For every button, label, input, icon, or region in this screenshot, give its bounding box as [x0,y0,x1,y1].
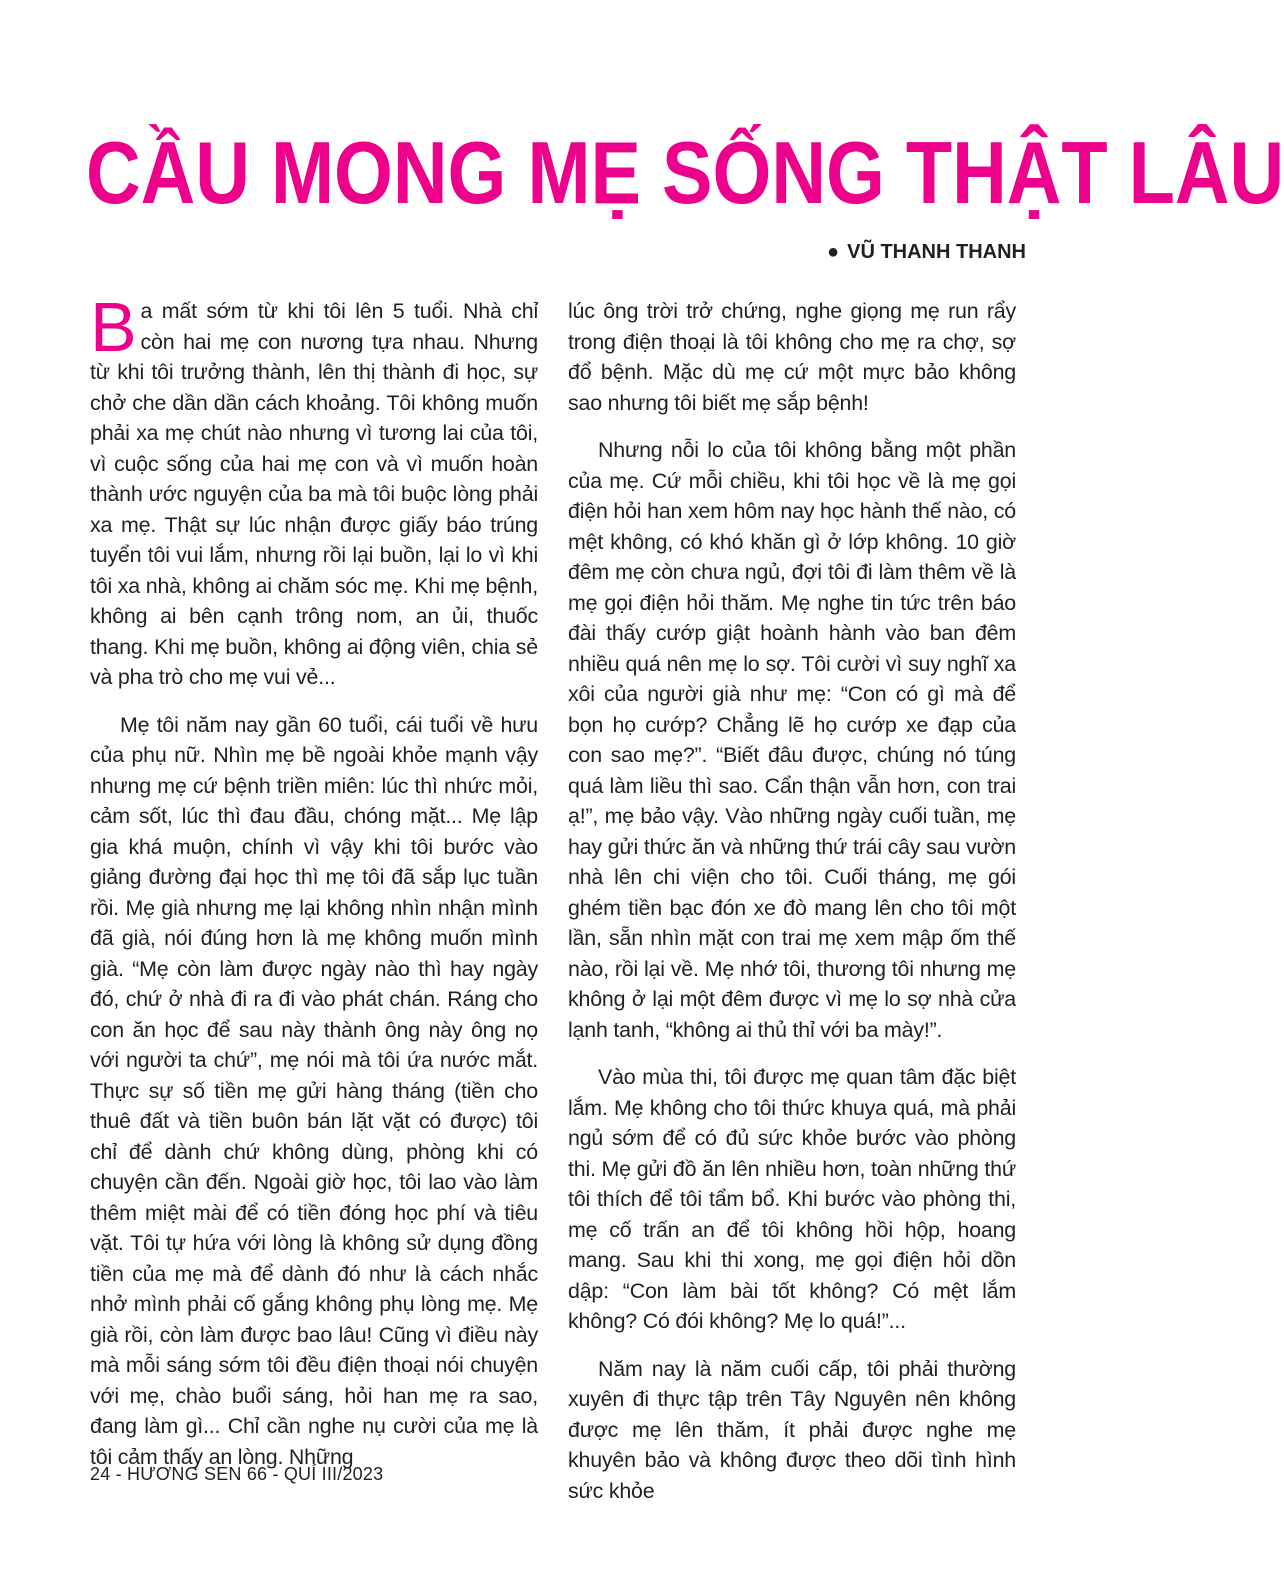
paragraph-4: Nhưng nỗi lo của tôi không bằng một phần của mẹ. Cứ mỗi chiều, khi tôi học về là mẹ gọi điện hỏi han xem hôm nay học hành thế nào, có mệt không, có khó khăn gì ở lớp không. 10 giờ đêm mẹ còn chưa ngủ, đợi tôi đi làm thêm về là mẹ gọi điện hỏi thăm. Mẹ nghe tin tức trên báo đài thấy cướp giật hoành hành vào ban đêm nhiều quá nên mẹ lo sợ. Tôi cười vì suy nghĩ xa xôi của người già như mẹ: “Con có gì mà để bọn họ cướp? Chẳng lẽ họ cướp xe đạp của con sao mẹ?”. “Biết đâu được, chúng nó túng quá làm liều thì sao. Cẩn thận vẫn hơn, con trai ạ!”, mẹ bảo vậy. Vào những ngày cuối tuần, mẹ hay gửi thức ăn và những thứ trái cây sau vườn nhà lên chi viện cho tôi. Cuối tháng, mẹ gói ghém tiền bạc đón xe đò mang lên cho tôi một lần, sẵn nhìn mặt con trai mẹ xem mập ốm thế nào, rồi lại về. Mẹ nhớ tôi, thương tôi nhưng mẹ không ở lại một đêm được vì mẹ lo sợ nhà cửa lạnh tanh, “không ai thủ thỉ với ba mày!”. [568,438,1016,1042]
author-byline [827,240,1026,264]
paragraph-6: Năm nay là năm cuối cấp, tôi phải thường xuyên đi thực tập trên Tây Nguyên nên không được mẹ lên thăm, ít phải được nghe mẹ khuyên bảo và không được theo dõi tình hình sức khỏe [568,1356,1016,1503]
paragraph-5: Vào mùa thi, tôi được mẹ quan tâm đặc biệt lắm. Mẹ không cho tôi thức khuya quá, mà phải ngủ sớm để có đủ sức khỏe bước vào phòng thi. Mẹ gửi đồ ăn lên nhiều hơn, toàn những thứ tôi thích để tôi tẩm bổ. Khi bước vào phòng thi, mẹ cố trấn an để tôi không hồi hộp, hoang mang. Sau khi thi xong, mẹ gọi điện hỏi dồn dập: “Con làm bài tốt không? Có mệt lắm không? Có đói không? Mẹ lo quá!”... [568,1065,1016,1333]
left-column [90,288,538,1489]
paragraph-1-text: a mất sớm từ khi tôi lên 5 tuổi. Nhà chỉ còn hai mẹ con nương tựa nhau. Nhưng từ khi tôi trưởng thành, lên thị thành đi học, sự chở che dần dần cách khoảng. Tôi không muốn phải xa mẹ chút nào nhưng vì tương lai của tôi, vì cuộc sống của hai mẹ con và vì muốn hoàn thành ước nguyện của ba mà tôi buộc lòng phải xa mẹ. Thật sự lúc nhận được giấy báo trúng tuyển tôi vui lắm, nhưng rồi lại buồn, lại lo vì khi tôi xa nhà, không ai chăm sóc mẹ. Khi mẹ bệnh, không ai bên cạnh trông nom, an ủi, thuốc thang. Khi mẹ buồn, không ai động viên, chia sẻ và pha trò cho mẹ vui vẻ... [90,299,538,689]
author-name: VŨ THANH THANH [847,241,1026,263]
paragraph-3: lúc ông trời trở chứng, nghe giọng mẹ run rẩy trong điện thoại là tôi không cho mẹ ra chợ, sợ đổ bệnh. Mặc dù mẹ cứ một mực bảo không sao nhưng tôi biết mẹ sắp bệnh! [568,299,1016,415]
article-title: CẦU MONG MẸ SỐNG THẬT LÂU [86,123,1284,222]
right-column [568,296,1016,1523]
page-footer: 24 - HƯƠNG SEN 66 - QUÍ III/2023 [90,1464,384,1484]
bullet-icon: ● [827,241,840,263]
paragraph-2: Mẹ tôi năm nay gần 60 tuổi, cái tuổi về hưu của phụ nữ. Nhìn mẹ bề ngoài khỏe mạnh vậy nhưng mẹ cứ bệnh triền miên: lúc thì nhức mỏi, cảm sốt, lúc thì đau đầu, chóng mặt... Mẹ lập gia khá muộn, chính vì vậy khi tôi bước vào giảng đường đại học thì mẹ tôi đã sắp lục tuần rồi. Mẹ già nhưng mẹ lại không nhìn nhận mình đã già, nói đúng hơn là mẹ không muốn mình già. “Mẹ còn làm được ngày nào thì hay ngày đó, chứ ở nhà đi ra đi vào phát chán. Ráng cho con ăn học để sau này thành ông này ông nọ với người ta chứ”, mẹ nói mà tôi ứa nước mắt. Thực sự số tiền mẹ gửi hàng tháng (tiền cho thuê đất và tiền buôn bán lặt vặt có được) tôi chỉ để dành chứ không dùng, phòng khi có chuyện cần đến. Ngoài giờ học, tôi lao vào làm thêm miệt mài để có tiền đóng học phí và tiêu vặt. Tôi tự hứa với lòng là không sử dụng đồng tiền của mẹ mà để dành đó như là cách nhắc nhở mình phải cố gắng không phụ lòng mẹ. Mẹ già rồi, còn làm được bao lâu! Cũng vì điều này mà mỗi sáng sớm tôi đều điện thoại nói chuyện với mẹ, chào buổi sáng, hỏi han mẹ ra sao, đang làm gì... Chỉ cần nghe nụ cười của mẹ là tôi cảm thấy an lòng. Những [90,712,538,1469]
paragraph-1 [90,288,538,693]
drop-cap: B [90,288,137,366]
